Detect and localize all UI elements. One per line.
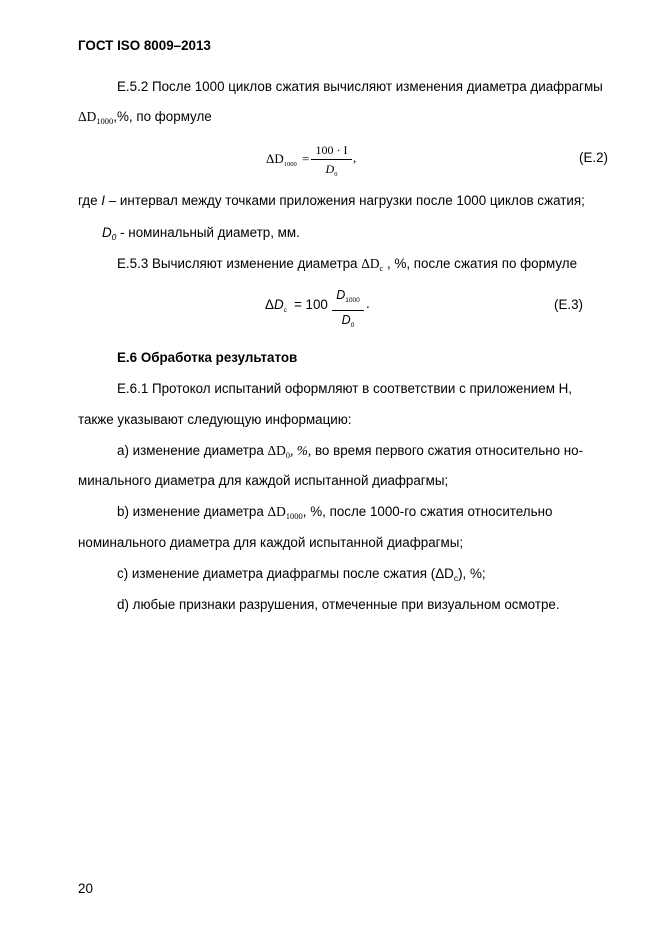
list-item-b-line2: номинального диаметра для каждой испытанной диафрагмы; bbox=[78, 535, 464, 550]
para-e52-rest: ,%, по формуле bbox=[113, 109, 212, 124]
formula-e3-den-main: D bbox=[341, 313, 351, 327]
subscript: 1000 bbox=[96, 116, 114, 126]
section-e6-heading: Е.6 Обработка результатов bbox=[117, 350, 298, 365]
para-e53-before: Е.5.3 Вычисляют изменение диаметра bbox=[117, 256, 362, 271]
item-c-after: ), %; bbox=[458, 566, 486, 581]
page-number: 20 bbox=[78, 881, 93, 896]
item-a-unit: , %, bbox=[290, 443, 312, 458]
definition-i bbox=[78, 193, 585, 209]
formula-e3-lhs-main: D bbox=[273, 297, 284, 312]
formula-e3-number: (Е.3) bbox=[554, 297, 584, 312]
list-item-c bbox=[117, 566, 486, 586]
para-e52-line1: Е.5.2 После 1000 циклов сжатия вычисляют изменения диаметра диафрагмы bbox=[117, 79, 603, 94]
symbol-d-sub: 0 bbox=[111, 232, 117, 242]
formula-e3-fraction bbox=[332, 287, 364, 334]
formula-e3-eq: = 100 bbox=[294, 297, 328, 312]
doc-code-header: ГОСТ ISO 8009–2013 bbox=[78, 38, 211, 53]
item-b-after: , %, после 1000-го сжатия относительно bbox=[302, 504, 553, 519]
list-item-b bbox=[117, 504, 552, 524]
para-e61-line2: также указывают следующую информацию: bbox=[78, 412, 352, 427]
formula-e2-number: (Е.2) bbox=[579, 150, 609, 165]
formula-e3-den-sub: 0 bbox=[350, 322, 355, 329]
definition-i-lead: где bbox=[78, 193, 102, 208]
formula-e2-lhs-main: ΔD bbox=[266, 151, 284, 166]
formula-e3-lhs bbox=[265, 297, 287, 319]
para-e53-after: , %, после сжатия по формуле bbox=[383, 256, 578, 271]
formula-e3-denominator bbox=[332, 312, 364, 334]
formula-e3-num-main: D bbox=[336, 288, 346, 302]
formula-e3-numerator bbox=[332, 287, 364, 309]
delta-d-symbol: ΔD bbox=[361, 256, 380, 271]
item-b-before: b) изменение диаметра bbox=[117, 504, 268, 519]
definition-d0 bbox=[102, 225, 300, 245]
list-item-a bbox=[117, 443, 583, 463]
para-e52-line2 bbox=[78, 109, 212, 129]
para-e61-line1: Е.6.1 Протокол испытаний оформляют в соответствии с приложением Н, bbox=[117, 381, 573, 396]
item-a-before: а) изменение диаметра bbox=[117, 443, 268, 458]
formula-e3-period: . bbox=[366, 296, 370, 311]
definition-d0-text: - номинальный диаметр, мм. bbox=[116, 225, 300, 240]
formula-e2-denominator bbox=[311, 161, 352, 183]
subscript: c bbox=[453, 573, 459, 583]
formula-e2-lhs bbox=[266, 151, 297, 168]
symbol-d: D bbox=[102, 225, 112, 240]
item-a-after: во время первого сжатия относительно но- bbox=[311, 443, 584, 458]
subscript: 0 bbox=[285, 450, 291, 460]
list-item-a-line2: минального диаметра для каждой испытанной диафрагмы; bbox=[78, 473, 449, 488]
delta-d-symbol: ΔD bbox=[267, 504, 286, 519]
formula-e2-comma: , bbox=[353, 150, 357, 165]
formula-e2-eq: = bbox=[302, 151, 310, 166]
delta-d-symbol: ΔD bbox=[435, 566, 454, 581]
para-e53 bbox=[117, 256, 577, 276]
list-item-d: d) любые признаки разрушения, отмеченные при визуальном осмотре. bbox=[117, 597, 560, 612]
formula-e2-numerator: 100 · I bbox=[315, 143, 348, 157]
formula-e2-den-sub: 0 bbox=[334, 171, 338, 178]
fraction-bar bbox=[311, 159, 352, 160]
definition-i-text: – интервал между точками приложения нагрузки после 1000 циклов сжатия; bbox=[105, 193, 585, 208]
formula-e3-num-sub: 1000 bbox=[345, 297, 360, 304]
subscript: 1000 bbox=[285, 511, 303, 521]
delta-d-symbol: ΔD bbox=[267, 443, 286, 458]
formula-e2-fraction bbox=[311, 142, 352, 183]
symbol-i: I bbox=[101, 193, 105, 208]
formula-e2-den-main: D bbox=[325, 162, 335, 176]
formula-e3-lhs-sub: c bbox=[283, 307, 287, 314]
item-c-before: с) изменение диаметра диафрагмы после сжатия ( bbox=[117, 566, 436, 581]
formula-e2-lhs-sub: 1000 bbox=[283, 161, 297, 168]
formula-e3-delta: Δ bbox=[265, 297, 274, 312]
fraction-bar bbox=[332, 310, 364, 311]
subscript: c bbox=[379, 263, 384, 273]
delta-d-symbol: ΔD bbox=[78, 109, 97, 124]
